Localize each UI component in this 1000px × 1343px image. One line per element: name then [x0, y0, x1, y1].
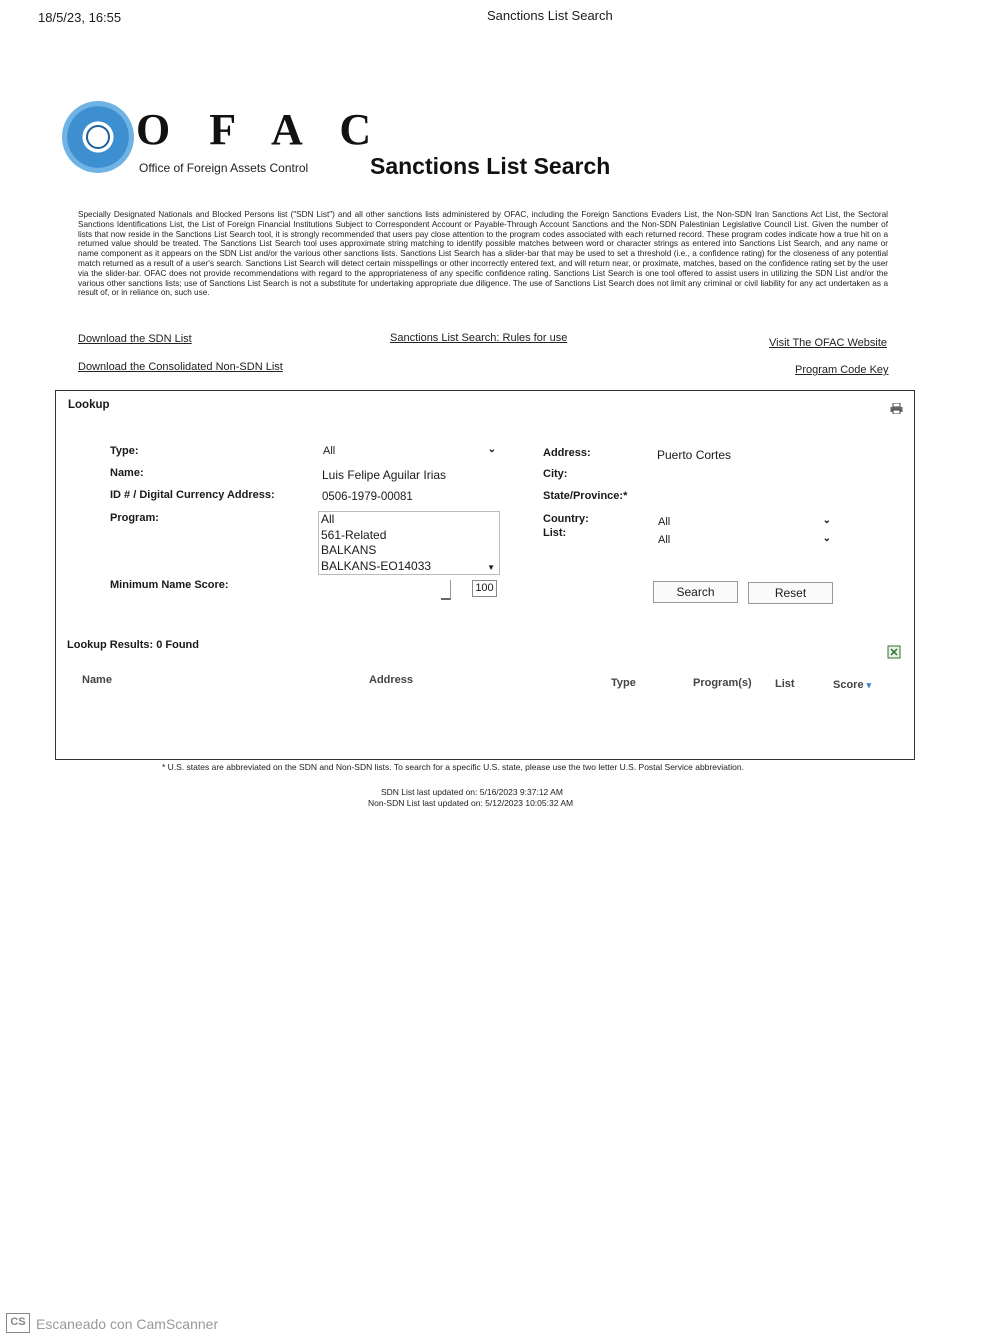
- visit-ofac-website-link[interactable]: Visit The OFAC Website: [769, 337, 887, 349]
- min-score-label: Minimum Name Score:: [110, 579, 229, 591]
- chevron-down-icon: ⌄: [822, 515, 831, 526]
- state-abbreviation-note: * U.S. states are abbreviated on the SDN and Non-SDN lists. To search for a specific U.S. state, please use the two letter U.S. Postal Service abbreviation.: [162, 762, 744, 772]
- program-option[interactable]: 561-Related: [321, 527, 387, 542]
- program-option[interactable]: All: [321, 512, 335, 526]
- id-input[interactable]: 0506-1979-00081: [322, 491, 413, 503]
- camscanner-logo-icon: CS: [6, 1313, 30, 1333]
- column-header-name[interactable]: Name: [82, 674, 112, 686]
- ofac-logo-letters: O F A C: [136, 105, 386, 154]
- list-select[interactable]: [655, 532, 835, 548]
- scroll-down-icon[interactable]: ▼: [487, 563, 495, 572]
- lookup-title: Lookup: [68, 399, 110, 411]
- type-label: Type:: [110, 445, 139, 457]
- id-label: ID # / Digital Currency Address:: [110, 489, 275, 501]
- column-header-list[interactable]: List: [775, 678, 795, 690]
- program-label: Program:: [110, 512, 159, 524]
- country-select[interactable]: [655, 514, 835, 530]
- download-consolidated-list-link[interactable]: Download the Consolidated Non-SDN List: [78, 361, 283, 373]
- type-select-value: All: [323, 445, 336, 457]
- list-label: List:: [543, 527, 567, 539]
- column-header-score-label: Score: [833, 679, 864, 691]
- name-input[interactable]: Luis Felipe Aguilar Irias: [322, 468, 447, 482]
- lookup-results-title: Lookup Results: 0 Found: [67, 639, 199, 651]
- address-input[interactable]: Puerto Cortes: [657, 448, 732, 462]
- excel-export-icon[interactable]: [887, 645, 899, 657]
- page-title: Sanctions List Search: [370, 153, 611, 179]
- sort-desc-icon: ▾: [866, 680, 872, 690]
- program-option[interactable]: BALKANS: [321, 543, 377, 557]
- city-input[interactable]: [655, 466, 835, 482]
- rules-for-use-link[interactable]: Sanctions List Search: Rules for use: [390, 332, 568, 344]
- address-label: Address:: [543, 447, 591, 459]
- state-label: State/Province:*: [543, 490, 628, 502]
- print-date-time: 18/5/23, 16:55: [38, 10, 122, 25]
- reset-button[interactable]: Reset: [748, 582, 833, 604]
- score-slider-handle[interactable]: [441, 580, 451, 600]
- camscanner-watermark: Escaneado con CamScanner: [36, 1316, 219, 1332]
- print-page-title: Sanctions List Search: [487, 8, 613, 23]
- name-label: Name:: [110, 467, 144, 479]
- printer-icon[interactable]: [890, 401, 903, 412]
- disclaimer-text: Specially Designated Nationals and Blocked Persons list ("SDN List") and all other sanctions lists administered by OFAC, including the Foreign Sanctions Evaders List, the Non-SDN Iran Sanctions Act List, the Sectoral Sanctions Identifications List, the List of Foreign Financial Institutions Subject to Correspondent Account or Payable-Through Account Sanctions and the Non-SDN Palestinian Legislative Council List. Given the number of lists that now reside in the Sanctions List Search tool, it is strongly recommended that users pay close attention to the program codes associated with each returned record. These program codes indicate how a true hit on a returned value should be treated. The Sanctions List Search tool uses approximate string matching to identify possible matches between word or character strings as entered into Sanctions List Search, and any name or name component as it appears on the SDN List and/or the various other sanctions lists. Sanctions List Search has a slider-bar that may be used to set a threshold (i.e., a confidence rating) for the closeness of any potential match returned as a result of a user's search. Sanctions List Search will detect certain misspellings or other incorrectly entered text, and will return near, or proximate, matches, based on the confidence rating set by the user via the slider-bar. OFAC does not provide recommendations with regard to the appropriateness of any specific confidence rating. Sanctions List Search is one tool offered to assist users in utilizing the SDN List and/or the various other sanctions lists; use of Sanctions List Search is not a substitute for undertaking appropriate due diligence. The use of Sanctions List Search does not limit any criminal or civil liability for any act undertaken as a result of, or in reliance on, such use.: [78, 210, 888, 298]
- state-input[interactable]: [655, 488, 835, 504]
- min-score-input[interactable]: 100: [472, 580, 497, 597]
- ofac-logo-subtitle: Office of Foreign Assets Control: [139, 161, 309, 175]
- chevron-down-icon: ⌄: [487, 444, 496, 455]
- chevron-down-icon: ⌄: [822, 533, 831, 544]
- column-header-programs[interactable]: Program(s): [693, 677, 752, 689]
- download-sdn-link[interactable]: Download the SDN List: [78, 333, 192, 345]
- country-label: Country:: [543, 513, 589, 525]
- city-label: City:: [543, 468, 568, 480]
- column-header-type[interactable]: Type: [611, 677, 636, 689]
- treasury-seal-icon: [62, 101, 134, 173]
- program-listbox[interactable]: [318, 511, 500, 575]
- column-header-score[interactable]: [833, 679, 871, 691]
- non-sdn-last-updated: Non-SDN List last updated on: 5/12/2023 10:05:32 AM: [368, 798, 574, 808]
- type-select[interactable]: [320, 443, 500, 459]
- list-select-value: All: [658, 534, 671, 546]
- search-button[interactable]: Search: [653, 581, 738, 603]
- program-option[interactable]: BALKANS-EO14033: [321, 558, 432, 573]
- column-header-address[interactable]: Address: [369, 674, 414, 686]
- sdn-last-updated: SDN List last updated on: 5/16/2023 9:37:12 AM: [381, 787, 563, 797]
- country-select-value: All: [658, 516, 671, 528]
- program-code-key-link[interactable]: Program Code Key: [795, 364, 889, 376]
